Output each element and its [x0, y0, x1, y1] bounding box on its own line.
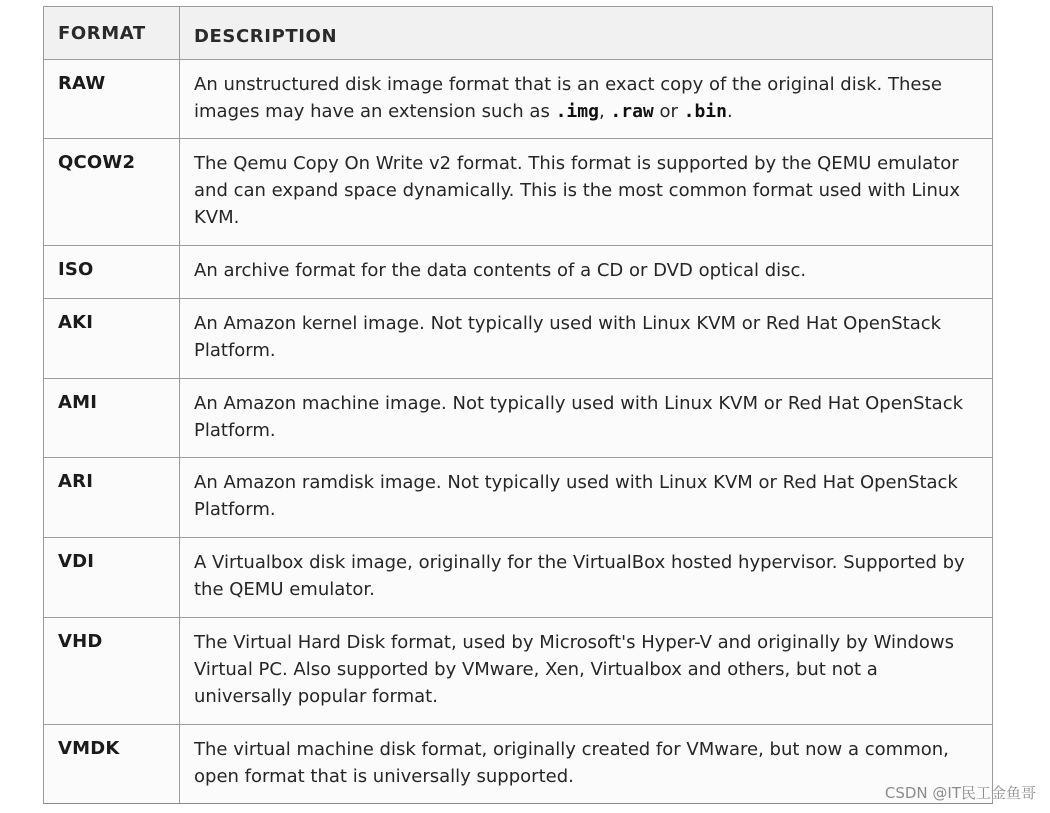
- table-row: [44, 138, 992, 245]
- format-cell: VDI: [44, 538, 180, 617]
- description-cell: The Virtual Hard Disk format, used by Microsoft's Hyper-V and originally by Windows Virtual PC. Also supported by VMware, Xen, Virtualbox and others, but not a universally popular format.: [194, 632, 954, 707]
- table-header-row: [44, 7, 992, 59]
- description-cell: [180, 60, 992, 138]
- format-cell: ARI: [44, 458, 180, 537]
- description-cell: An Amazon kernel image. Not typically used with Linux KVM or Red Hat OpenStack Platform.: [194, 313, 942, 361]
- image-format-table: [43, 6, 993, 804]
- table-row: [44, 245, 992, 298]
- sentence-end: .: [726, 101, 733, 122]
- format-cell: QCOW2: [44, 139, 180, 245]
- table-row: [44, 724, 992, 803]
- table-row: [44, 59, 992, 138]
- description-text: An unstructured disk image format that is an exact copy of the original disk. These images may have an extension such as: [194, 74, 942, 122]
- header-format: FORMAT: [44, 7, 180, 59]
- format-cell: VMDK: [44, 725, 180, 803]
- separator-text: ,: [598, 101, 611, 122]
- table-row: [44, 617, 992, 724]
- separator-text: or: [653, 101, 684, 122]
- extension-img: .img: [555, 101, 599, 122]
- extension-raw: .raw: [610, 101, 654, 122]
- format-cell: ISO: [44, 246, 180, 298]
- format-cell: VHD: [44, 618, 180, 724]
- header-description: DESCRIPTION: [194, 26, 338, 47]
- watermark: CSDN @IT民工金鱼哥: [884, 784, 1036, 802]
- description-cell: The virtual machine disk format, originally created for VMware, but now a common, open format that is universally supported.: [194, 739, 949, 787]
- description-cell: A Virtualbox disk image, originally for the VirtualBox hosted hypervisor. Supported by the QEMU emulator.: [194, 552, 965, 600]
- table-row: [44, 378, 992, 457]
- table-row: [44, 537, 992, 617]
- format-cell: AMI: [44, 379, 180, 457]
- table-row: [44, 298, 992, 378]
- description-cell: An Amazon machine image. Not typically used with Linux KVM or Red Hat OpenStack Platform.: [194, 393, 964, 441]
- description-cell: An Amazon ramdisk image. Not typically used with Linux KVM or Red Hat OpenStack Platform.: [194, 472, 958, 520]
- description-cell: The Qemu Copy On Write v2 format. This format is supported by the QEMU emulator and can expand space dynamically. This is the most common format used with Linux KVM.: [194, 153, 960, 228]
- table-row: [44, 457, 992, 537]
- format-cell: RAW: [44, 60, 180, 138]
- description-cell: An archive format for the data contents of a CD or DVD optical disc.: [194, 260, 807, 281]
- extension-bin: .bin: [683, 101, 727, 122]
- format-cell: AKI: [44, 299, 180, 378]
